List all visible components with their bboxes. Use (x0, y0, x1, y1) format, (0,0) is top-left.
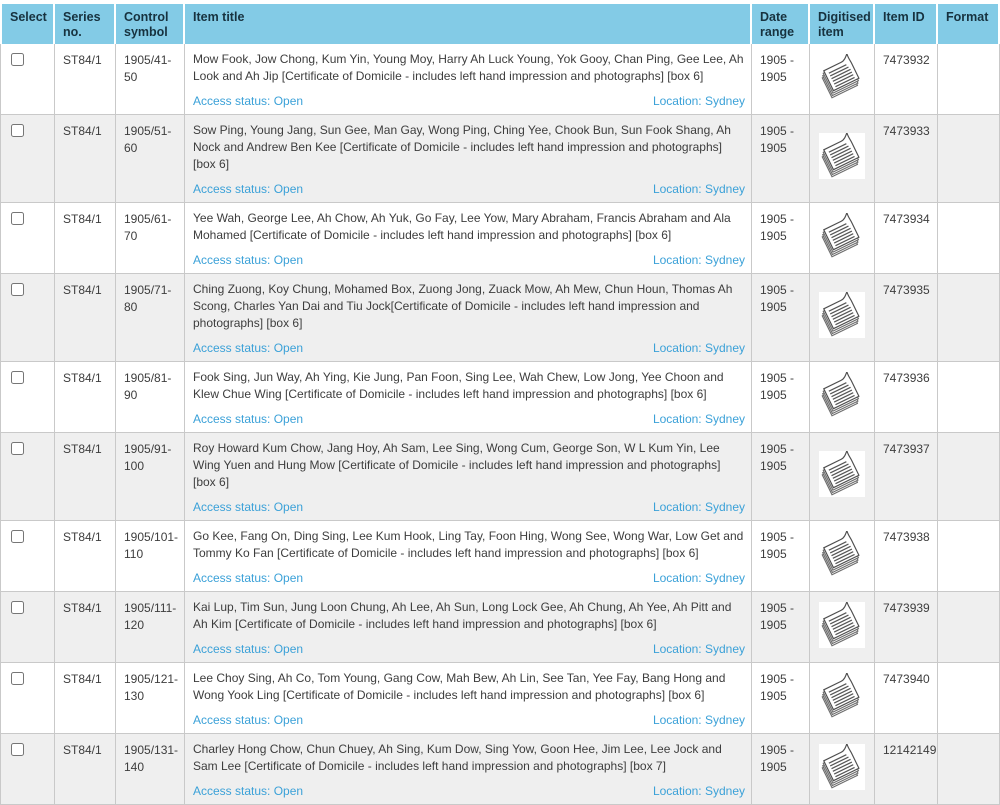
date-range: 1905 - 1905 (752, 115, 810, 203)
select-cell (0, 203, 55, 274)
table-row (0, 663, 1000, 734)
select-checkbox[interactable] (11, 124, 24, 137)
location: Location: Sydney (652, 571, 745, 585)
select-checkbox[interactable] (11, 672, 24, 685)
format (938, 433, 1000, 521)
status-line (193, 93, 745, 110)
select-cell (0, 663, 55, 734)
select-cell (0, 592, 55, 663)
select-cell (0, 734, 55, 805)
select-cell (0, 362, 55, 433)
control-symbol: 1905/71-80 (116, 274, 185, 362)
date-range: 1905 - 1905 (752, 592, 810, 663)
table-row (0, 115, 1000, 203)
access-status: Access status: Open (193, 500, 304, 514)
control-symbol: 1905/111-120 (116, 592, 185, 663)
item-title: Sow Ping, Young Jang, Sun Gee, Man Gay, Wong Ping, Ching Yee, Chook Bun, Sun Fook Shang, Ah Nock and Andrew Ben Kee [Certificate of Domicile - includes left hand impression and photographs] [box 6] (193, 123, 731, 171)
select-cell (0, 521, 55, 592)
item-id: 7473939 (875, 592, 938, 663)
series-no: ST84/1 (55, 362, 116, 433)
select-checkbox[interactable] (11, 371, 24, 384)
format (938, 362, 1000, 433)
status-line (193, 641, 745, 658)
digitised-item-icon[interactable] (819, 213, 865, 259)
results-tbody (0, 44, 1000, 805)
access-status: Access status: Open (193, 784, 304, 798)
control-symbol: 1905/51-60 (116, 115, 185, 203)
item-title: Charley Hong Chow, Chun Chuey, Ah Sing, Kum Dow, Sing Yow, Goon Hee, Jim Lee, Lee Jock and Sam Lee [Certificate of Domicile - includes left hand impression and photographs] [box 7] (193, 742, 722, 773)
digitised-item-cell (810, 734, 875, 805)
digitised-item-cell (810, 44, 875, 115)
access-status: Access status: Open (193, 571, 304, 585)
location: Location: Sydney (652, 642, 745, 656)
format (938, 203, 1000, 274)
access-status: Access status: Open (193, 341, 304, 355)
select-checkbox[interactable] (11, 283, 24, 296)
item-title-cell (185, 521, 752, 592)
status-line (193, 411, 745, 428)
table-header (0, 4, 1000, 44)
item-title: Kai Lup, Tim Sun, Jung Loon Chung, Ah Lee, Ah Sun, Long Lock Gee, Ah Chung, Ah Yee, Ah Pitt and Ah Kim [Certificate of Domicile - includes left hand impression and photographs] [box 6] (193, 600, 732, 631)
control-symbol: 1905/81-90 (116, 362, 185, 433)
item-id: 7473935 (875, 274, 938, 362)
digitised-item-cell (810, 203, 875, 274)
series-no: ST84/1 (55, 521, 116, 592)
digitised-item-cell (810, 115, 875, 203)
item-title: Roy Howard Kum Chow, Jang Hoy, Ah Sam, Lee Sing, Wong Cum, George Son, W L Kum Yin, Lee Wing Yuen and Hung Mow [Certificate of Domicile - includes left hand impression and photographs] [box 6] (193, 441, 721, 489)
table-row (0, 734, 1000, 805)
control-symbol: 1905/61-70 (116, 203, 185, 274)
table-row (0, 433, 1000, 521)
select-cell (0, 274, 55, 362)
format (938, 44, 1000, 115)
select-checkbox[interactable] (11, 212, 24, 225)
table-row (0, 274, 1000, 362)
digitised-item-cell (810, 521, 875, 592)
select-checkbox[interactable] (11, 601, 24, 614)
access-status: Access status: Open (193, 94, 304, 108)
item-title-cell (185, 734, 752, 805)
item-title: Ching Zuong, Koy Chung, Mohamed Box, Zuong Jong, Zuack Mow, Ah Mew, Chun Houn, Thomas Ah Scong, Charles Yan Dai and Tiu Jock[Certificate of Domicile - includes left hand impression and photographs] [box 6] (193, 282, 733, 330)
item-id: 7473938 (875, 521, 938, 592)
access-status: Access status: Open (193, 182, 304, 196)
format (938, 663, 1000, 734)
column-header-item-id: Item ID (875, 4, 938, 44)
column-header-control-symbol: Control symbol (116, 4, 185, 44)
select-checkbox[interactable] (11, 530, 24, 543)
control-symbol: 1905/121-130 (116, 663, 185, 734)
format (938, 521, 1000, 592)
status-line (193, 340, 745, 357)
date-range: 1905 - 1905 (752, 44, 810, 115)
table-row (0, 592, 1000, 663)
item-id: 7473932 (875, 44, 938, 115)
item-title-cell (185, 44, 752, 115)
digitised-item-icon[interactable] (819, 54, 865, 100)
digitised-item-icon[interactable] (819, 673, 865, 719)
location: Location: Sydney (652, 412, 745, 426)
digitised-item-cell (810, 274, 875, 362)
digitised-item-cell (810, 433, 875, 521)
series-no: ST84/1 (55, 274, 116, 362)
access-status: Access status: Open (193, 253, 304, 267)
item-id: 7473936 (875, 362, 938, 433)
select-checkbox[interactable] (11, 53, 24, 66)
item-id: 7473933 (875, 115, 938, 203)
series-no: ST84/1 (55, 115, 116, 203)
digitised-item-cell (810, 592, 875, 663)
series-no: ST84/1 (55, 734, 116, 805)
column-header-digitised-item: Digitised item (810, 4, 875, 44)
format (938, 115, 1000, 203)
digitised-item-cell (810, 362, 875, 433)
location: Location: Sydney (652, 713, 745, 727)
location: Location: Sydney (652, 341, 745, 355)
item-title-cell (185, 274, 752, 362)
status-line (193, 499, 745, 516)
access-status: Access status: Open (193, 412, 304, 426)
column-header-series-no: Series no. (55, 4, 116, 44)
item-title: Go Kee, Fang On, Ding Sing, Lee Kum Hook, Ling Tay, Foon Hing, Wong See, Wong War, Low Get and Tommy Ko Fan [Certificate of Domicile - includes left hand impression and photographs] [box 6] (193, 529, 744, 560)
date-range: 1905 - 1905 (752, 433, 810, 521)
item-title-cell (185, 663, 752, 734)
select-cell (0, 115, 55, 203)
series-no: ST84/1 (55, 663, 116, 734)
series-no: ST84/1 (55, 433, 116, 521)
date-range: 1905 - 1905 (752, 663, 810, 734)
item-title-cell (185, 592, 752, 663)
digitised-item-icon[interactable] (819, 744, 865, 790)
status-line (193, 252, 745, 269)
date-range: 1905 - 1905 (752, 362, 810, 433)
series-no: ST84/1 (55, 592, 116, 663)
select-cell (0, 44, 55, 115)
table-row (0, 203, 1000, 274)
status-line (193, 712, 745, 729)
select-checkbox[interactable] (11, 442, 24, 455)
series-no: ST84/1 (55, 203, 116, 274)
digitised-item-icon[interactable] (819, 602, 865, 648)
location: Location: Sydney (652, 784, 745, 798)
location: Location: Sydney (652, 182, 745, 196)
digitised-item-icon[interactable] (819, 372, 865, 418)
control-symbol: 1905/131-140 (116, 734, 185, 805)
location: Location: Sydney (652, 253, 745, 267)
format (938, 592, 1000, 663)
item-title-cell (185, 362, 752, 433)
item-id: 7473940 (875, 663, 938, 734)
item-title: Fook Sing, Jun Way, Ah Ying, Kie Jung, Pan Foon, Sing Lee, Wah Chew, Low Jong, Yee Choon and Klew Chue Wing [Certificate of Domicile - includes left hand impression and photographs] [box 6] (193, 370, 724, 401)
control-symbol: 1905/101-110 (116, 521, 185, 592)
control-symbol: 1905/41-50 (116, 44, 185, 115)
format (938, 734, 1000, 805)
series-no: ST84/1 (55, 44, 116, 115)
column-header-date-range: Date range (752, 4, 810, 44)
access-status: Access status: Open (193, 713, 304, 727)
item-id: 7473937 (875, 433, 938, 521)
digitised-item-icon[interactable] (819, 531, 865, 577)
item-title-cell (185, 115, 752, 203)
item-title-cell (185, 433, 752, 521)
date-range: 1905 - 1905 (752, 521, 810, 592)
item-title: Yee Wah, George Lee, Ah Chow, Ah Yuk, Go Fay, Lee Yow, Mary Abraham, Francis Abraham and Ala Mohamed [Certificate of Domicile - includes left hand impression and photographs] [box 6] (193, 211, 731, 242)
digitised-item-icon[interactable] (819, 451, 865, 497)
status-line (193, 783, 745, 800)
item-title-cell (185, 203, 752, 274)
format (938, 274, 1000, 362)
table-row (0, 521, 1000, 592)
item-title: Mow Fook, Jow Chong, Kum Yin, Young Moy, Harry Ah Luck Young, Yok Gooy, Chan Ping, Gee Lee, Ah Look and Ah Jip [Certificate of Domicile - includes left hand impression and photographs] [box 6] (193, 52, 744, 83)
select-cell (0, 433, 55, 521)
item-title: Lee Choy Sing, Ah Co, Tom Young, Gang Cow, Mah Bew, Ah Lin, See Tan, Yee Fay, Bang Hong and Wong Yook Ling [Certificate of Domicile - includes left hand impression and photographs] [box 6] (193, 671, 726, 702)
item-id: 12142149 (875, 734, 938, 805)
location: Location: Sydney (652, 500, 745, 514)
location: Location: Sydney (652, 94, 745, 108)
date-range: 1905 - 1905 (752, 734, 810, 805)
results-table (0, 4, 1000, 805)
digitised-item-icon[interactable] (819, 292, 865, 338)
column-header-select: Select (0, 4, 55, 44)
status-line (193, 570, 745, 587)
column-header-format: Format (938, 4, 1000, 44)
date-range: 1905 - 1905 (752, 203, 810, 274)
item-id: 7473934 (875, 203, 938, 274)
table-row (0, 44, 1000, 115)
control-symbol: 1905/91-100 (116, 433, 185, 521)
column-header-item-title: Item title (185, 4, 752, 44)
table-row (0, 362, 1000, 433)
status-line (193, 181, 745, 198)
digitised-item-cell (810, 663, 875, 734)
date-range: 1905 - 1905 (752, 274, 810, 362)
access-status: Access status: Open (193, 642, 304, 656)
digitised-item-icon[interactable] (819, 133, 865, 179)
